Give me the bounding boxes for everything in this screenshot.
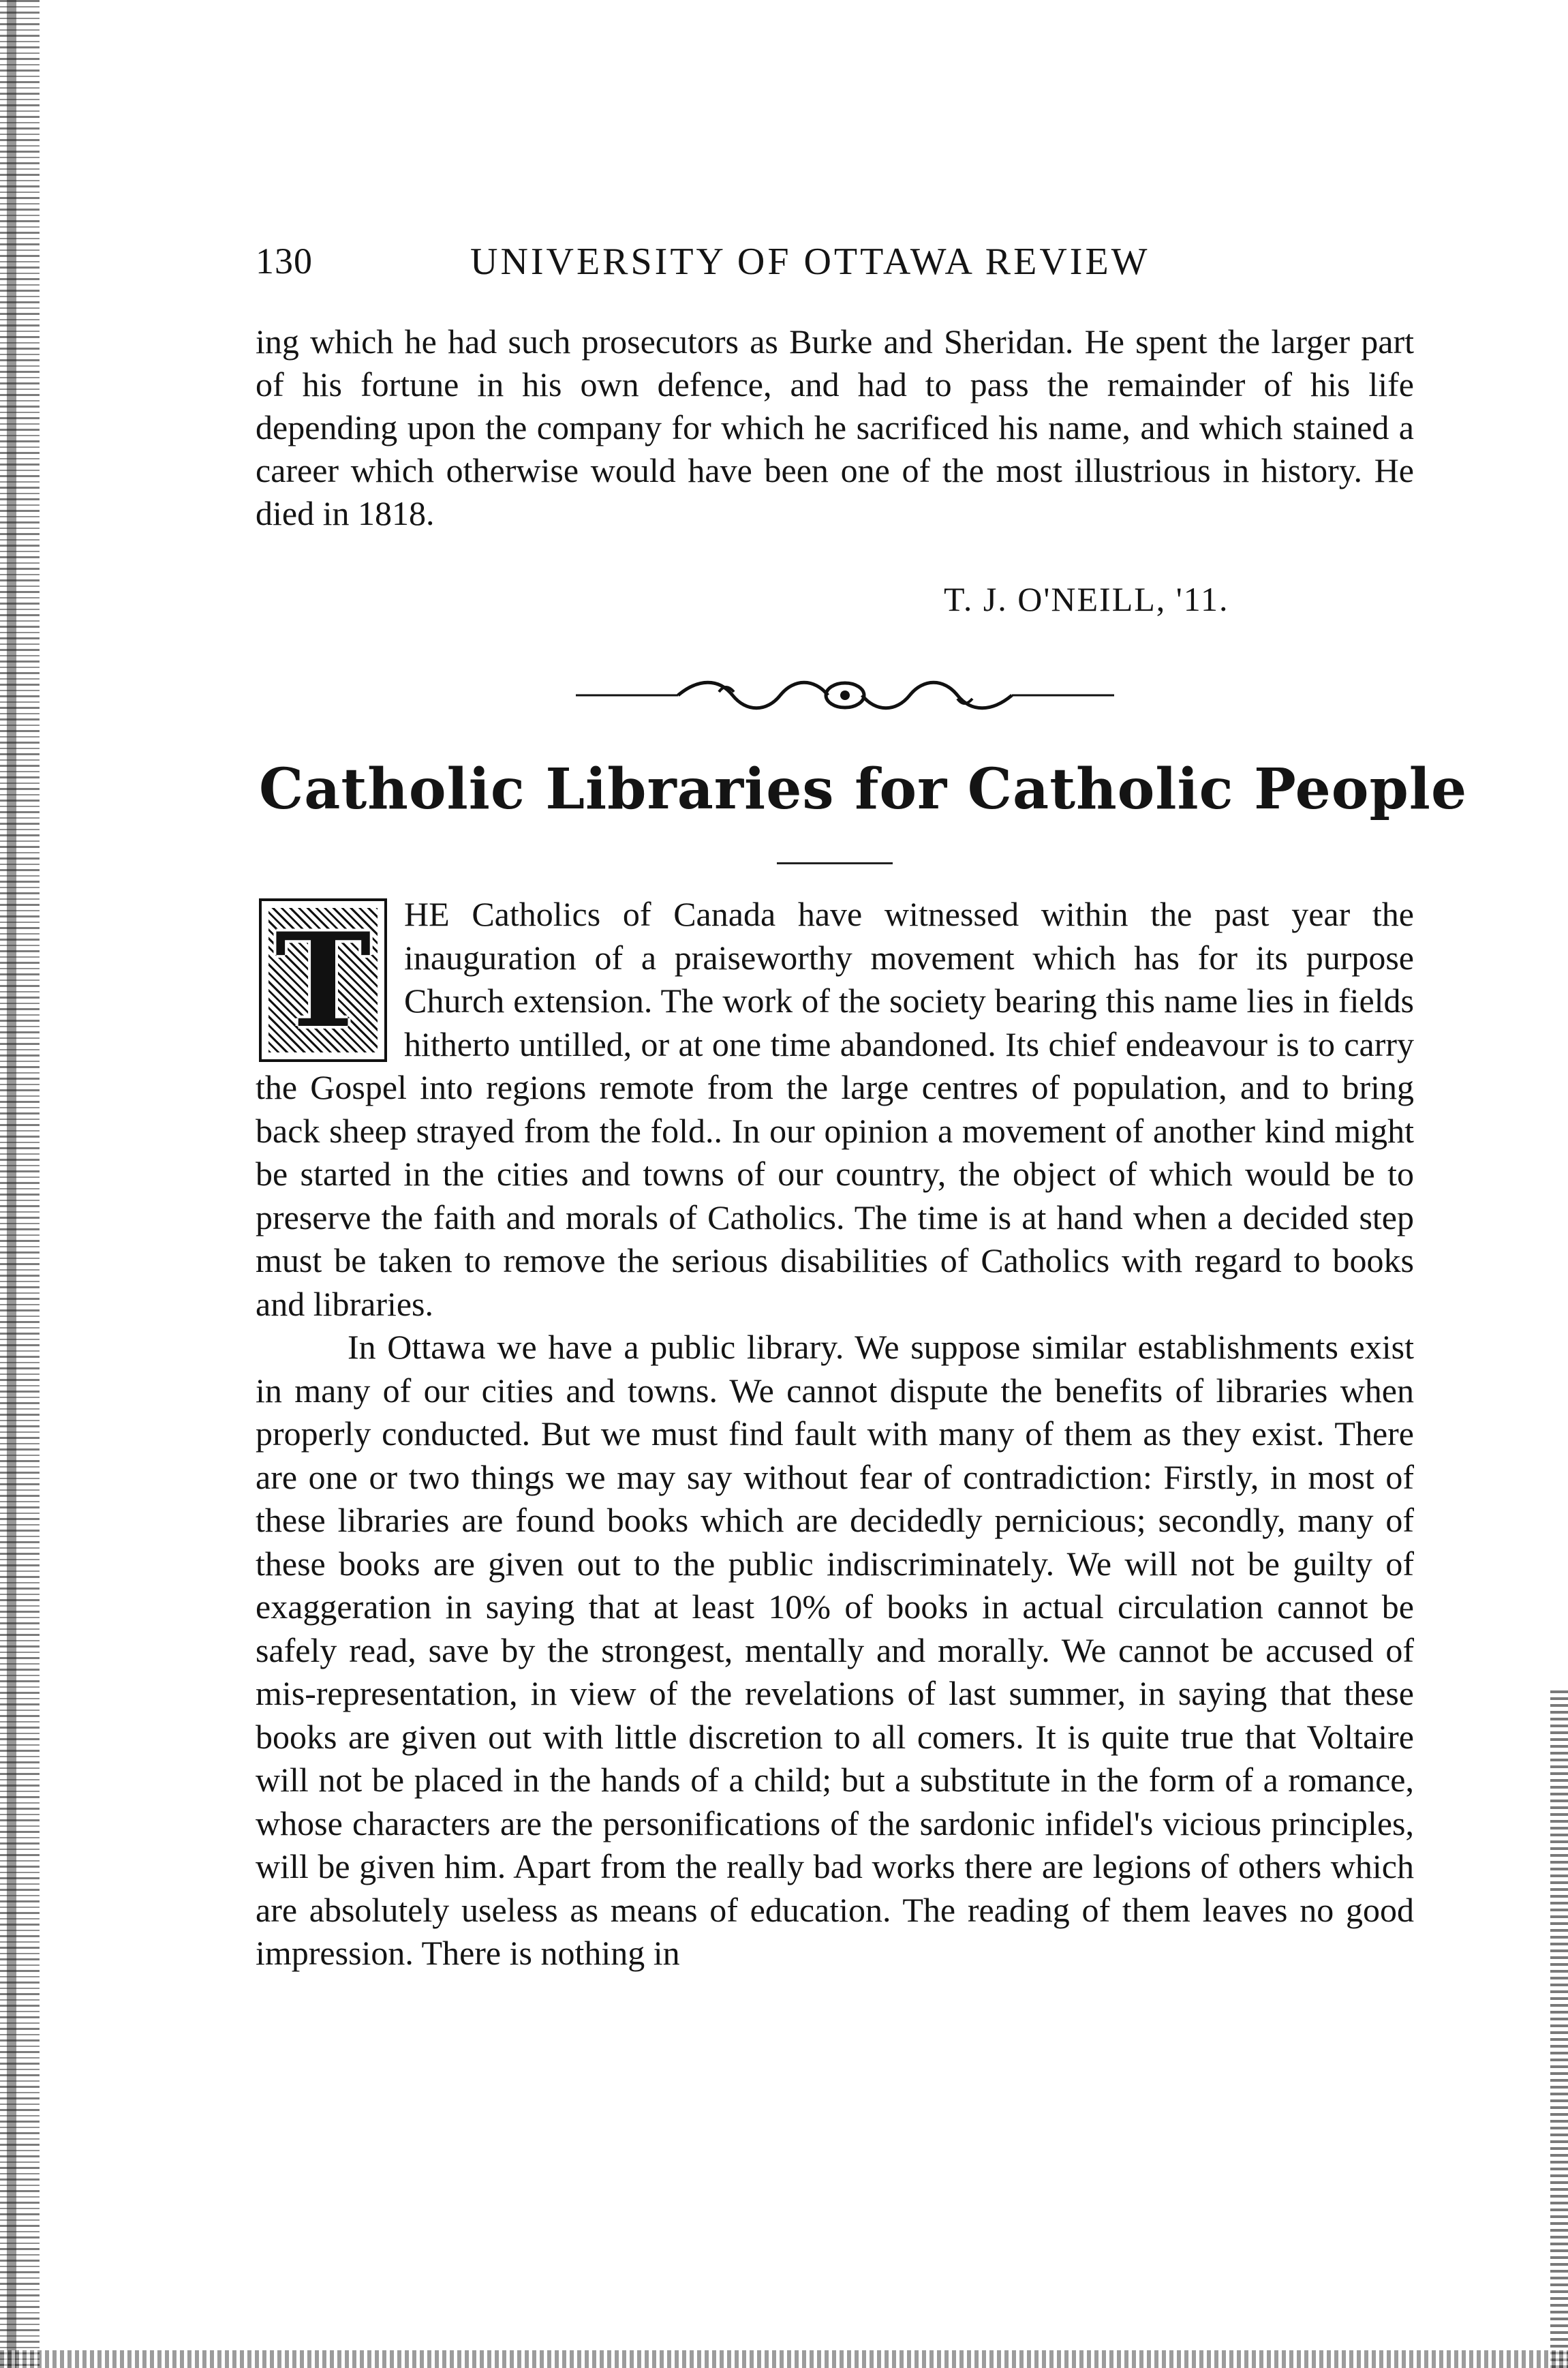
- drop-cap-spacer: [256, 893, 404, 1063]
- binding-edge-shadow: [0, 0, 40, 2368]
- article-paragraph-1: HE Catholics of Canada have witnessed within the past year the inauguration of a praiseworthy movement which has for its purpose Church extension. The work of the society bearing this name lies in fields hitherto untilled, or at one time abandoned. Its chief endeavour is to carry the Gospel into regions remote from the large centres of population, and to bring back sheep strayed from the fold.. In our opinion a movement of another kind might be started in the cities and towns of our country, the object of which would be to preserve the faith and morals of Catholics. The time is at hand when a decided step must be taken to remove the serious disabilities of Catholics with regard to books and libraries.: [256, 895, 1414, 1323]
- author-signature: T. J. O'NEILL, '11.: [944, 580, 1229, 618]
- page-edge-right: [1550, 1690, 1568, 2368]
- page-edge-bottom: [0, 2350, 1568, 2368]
- binding-edge-dark: [7, 0, 16, 2368]
- article-body: [256, 893, 1414, 1975]
- title-underline-rule: [777, 862, 893, 864]
- previous-article-ending: [256, 320, 1414, 535]
- page-header: [256, 240, 1414, 294]
- article-title: Catholic Libraries for Catholic People: [259, 757, 1468, 822]
- article-paragraph-2: In Ottawa we have a public library. We suppose similar establishments exist in many of our cities and towns. We cannot dispute the benefits of libraries when properly conducted. But we must find fault with many of them as they exist. There are one or two things we may say without fear of contradiction: Firstly, in most of these libraries are found books which are decidedly pernicious; secondly, many of these books are given out to the public indiscriminately. We will not be guilty of exaggeration in saying that at least 10% of books in actual circulation cannot be safely read, save by the strongest, mentally and morally. We cannot be accused of mis-representation, in view of the revelations of last summer, in saying that these books are given out with little discretion to all comers. It is quite true that Voltaire will not be placed in the hands of a child; but a substitute in the form of a romance, whose characters are the personifications of the sardonic infidel's vicious principles, will be given him. Apart from the really bad works there are legions of others which are absolutely useless as means of education. The reading of them leaves no good impression. There is nothing in: [256, 1328, 1414, 1972]
- drop-cap-letter: T: [275, 904, 371, 1057]
- previous-article-text: ing which he had such prosecutors as Burke and Sheridan. He spent the larger part of his fortune in his own defence, and had to pass the remainder of his life depending upon the company for which he sacrificed his name, and which stained a career which otherwise would have been one of the most illustrious in history. He died in 1818.: [256, 322, 1414, 532]
- page-number: 130: [256, 241, 313, 282]
- ornament-divider-icon: [576, 671, 1114, 719]
- running-head: UNIVERSITY OF OTTAWA REVIEW: [470, 241, 1150, 283]
